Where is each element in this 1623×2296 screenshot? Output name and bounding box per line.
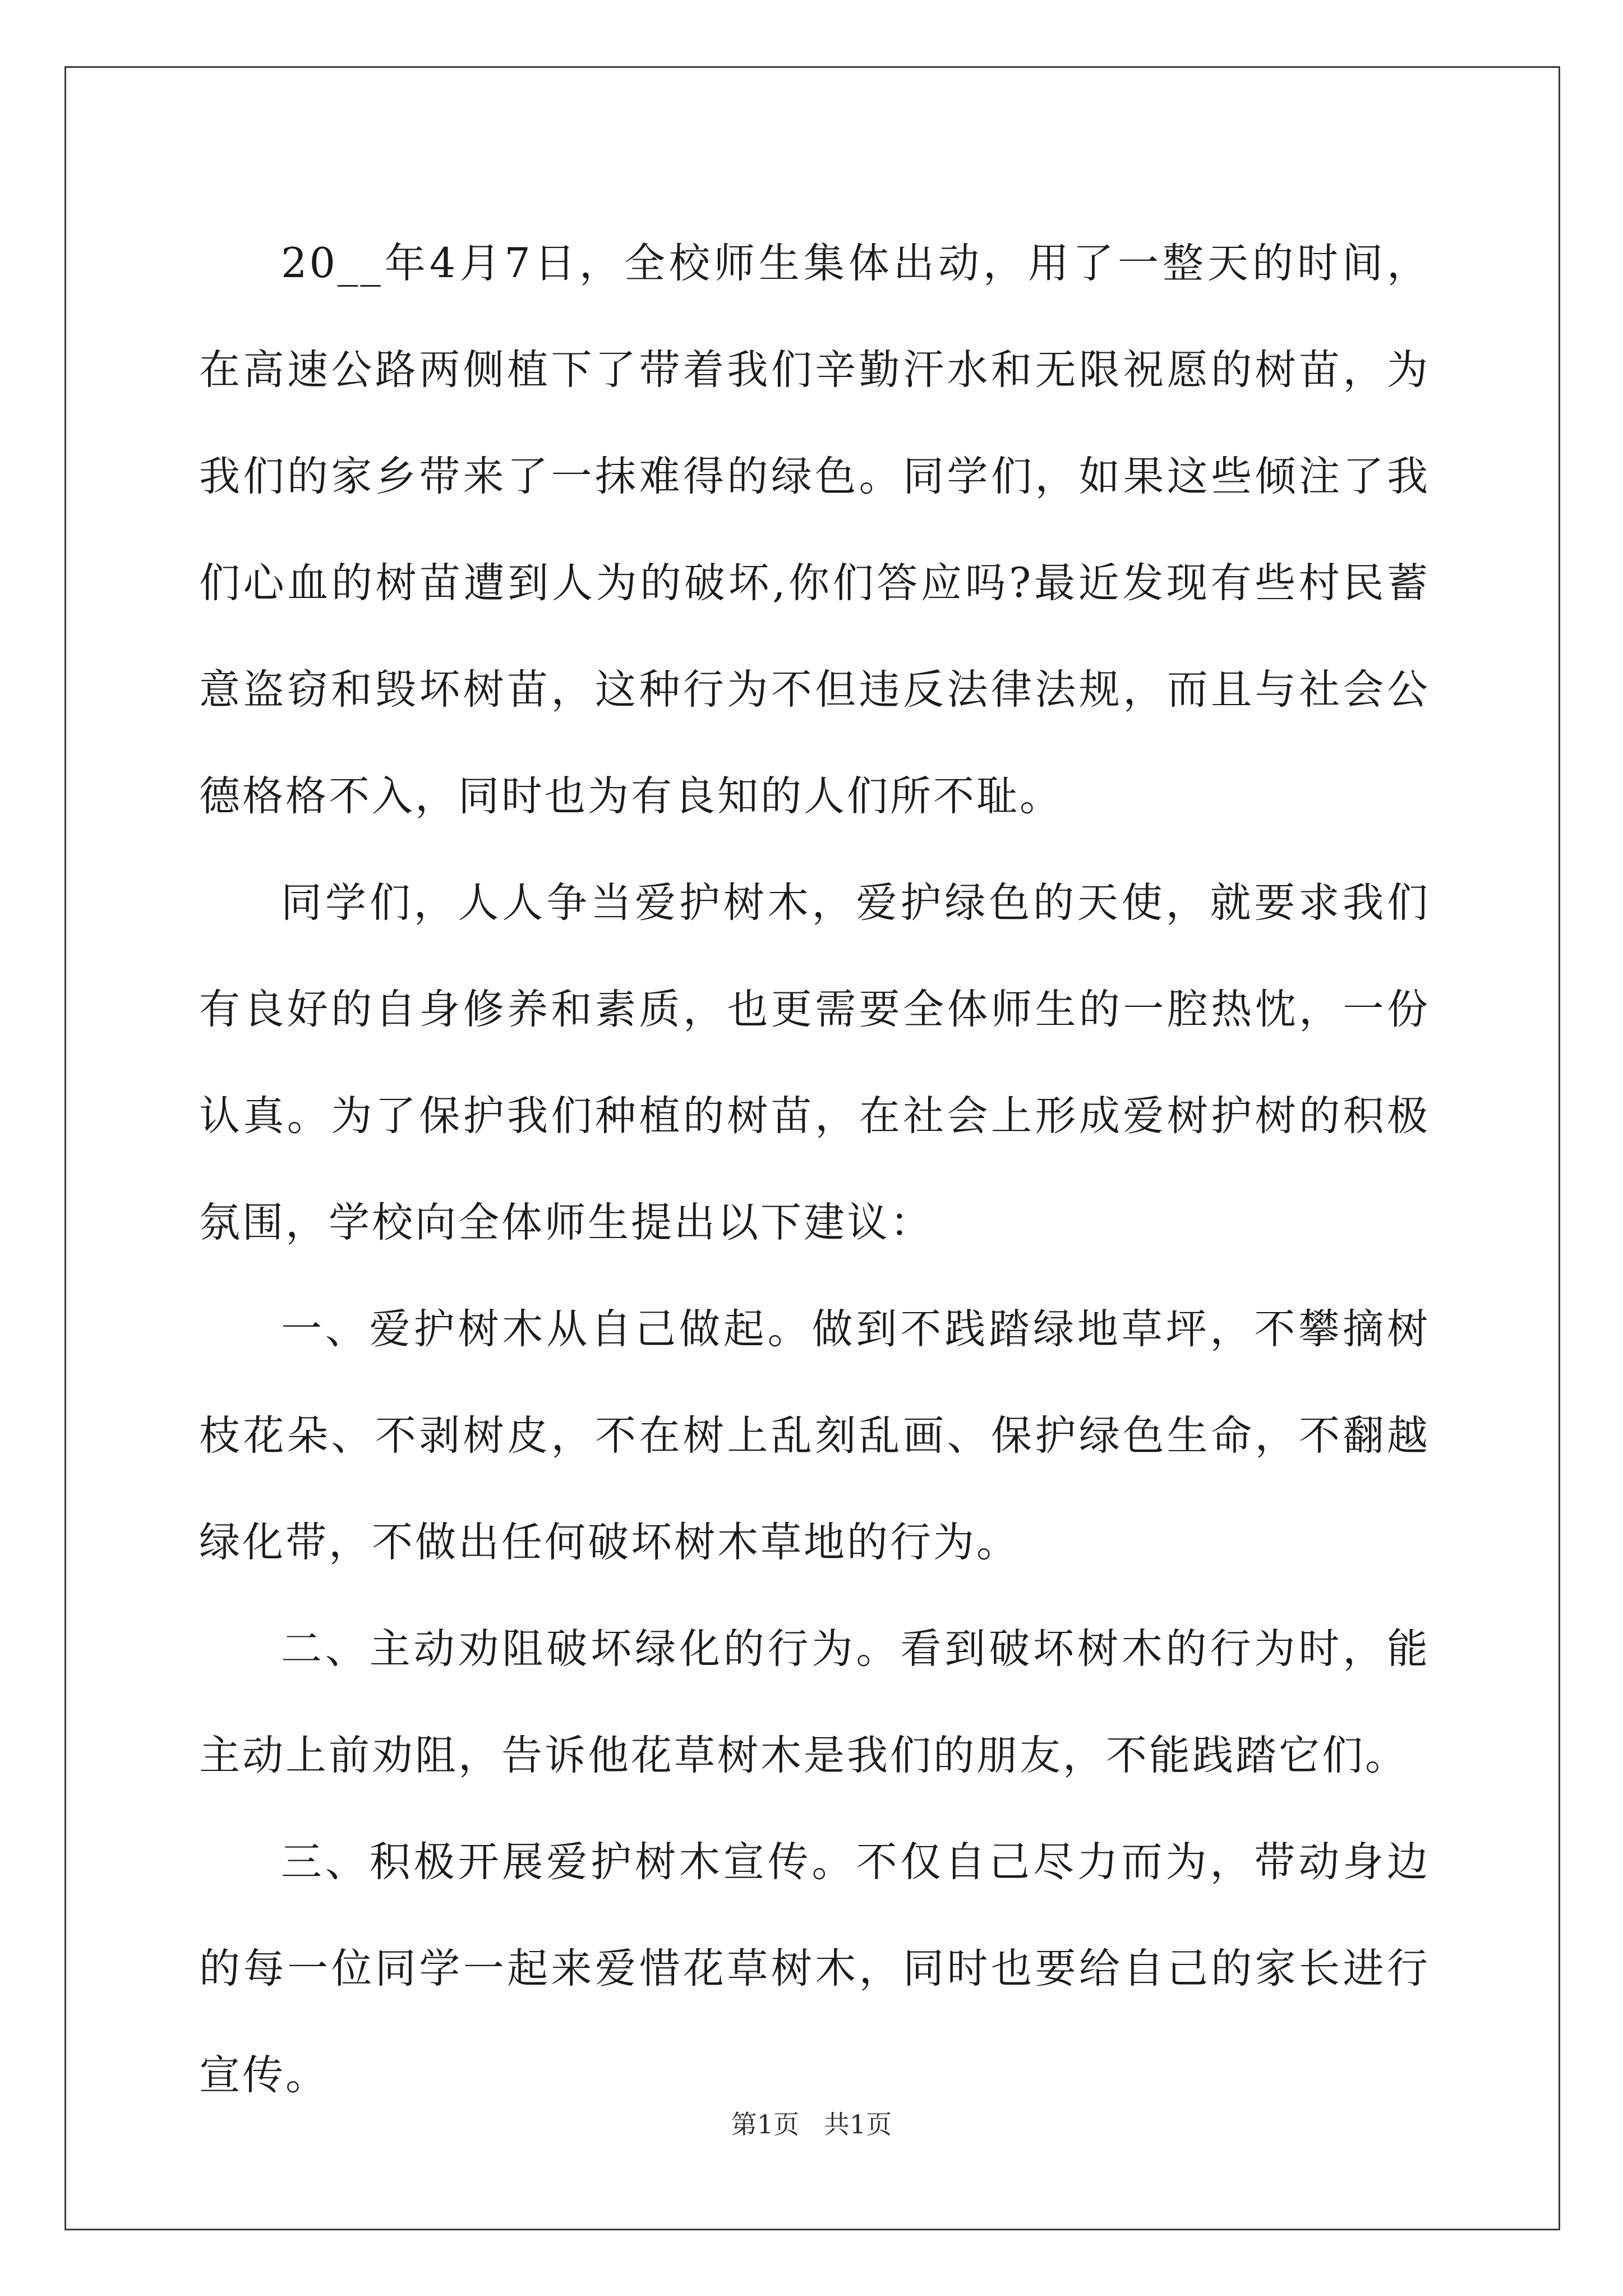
paragraph-4: 二、主动劝阻破坏绿化的行为。看到破坏树木的行为时，能主动上前劝阻，告诉他花草树木是我们的朋友，不能践踏它们。 [199, 1625, 1430, 1779]
page-footer: 第1页 共1页 [731, 2109, 892, 2139]
document-body [199, 210, 1430, 2129]
paragraph-1: 20__年4月7日，全校师生集体出动，用了一整天的时间，在高速公路两侧植下了带着我们辛勤汗水和无限祝愿的树苗，为我们的家乡带来了一抹难得的绿色。同学们，如果这些倾注了我们心血的树苗遭到人为的破坏,你们答应吗?最近发现有些村民蓄意盗窃和毁坏树苗，这种行为不但违反法律法规，而且与社会公德格格不入，同时也为有良知的人们所不耻。 [199, 240, 1430, 820]
paragraph-2: 同学们，人人争当爱护树木，爱护绿色的天使，就要求我们有良好的自身修养和素质，也更需要全体师生的一腔热忱，一份认真。为了保护我们种植的树苗，在社会上形成爱树护树的积极氛围，学校向全体师生提出以下建议： [199, 879, 1430, 1246]
paragraph-3: 一、爱护树木从自己做起。做到不践踏绿地草坪，不攀摘树枝花朵、不剥树皮，不在树上乱刻乱画、保护绿色生命，不翻越绿化带，不做出任何破坏树木草地的行为。 [199, 1305, 1430, 1566]
paragraph-5: 三、积极开展爱护树木宣传。不仅自己尽力而为，带动身边的每一位同学一起来爱惜花草树木，同时也要给自己的家长进行宣传。 [199, 1838, 1430, 2099]
